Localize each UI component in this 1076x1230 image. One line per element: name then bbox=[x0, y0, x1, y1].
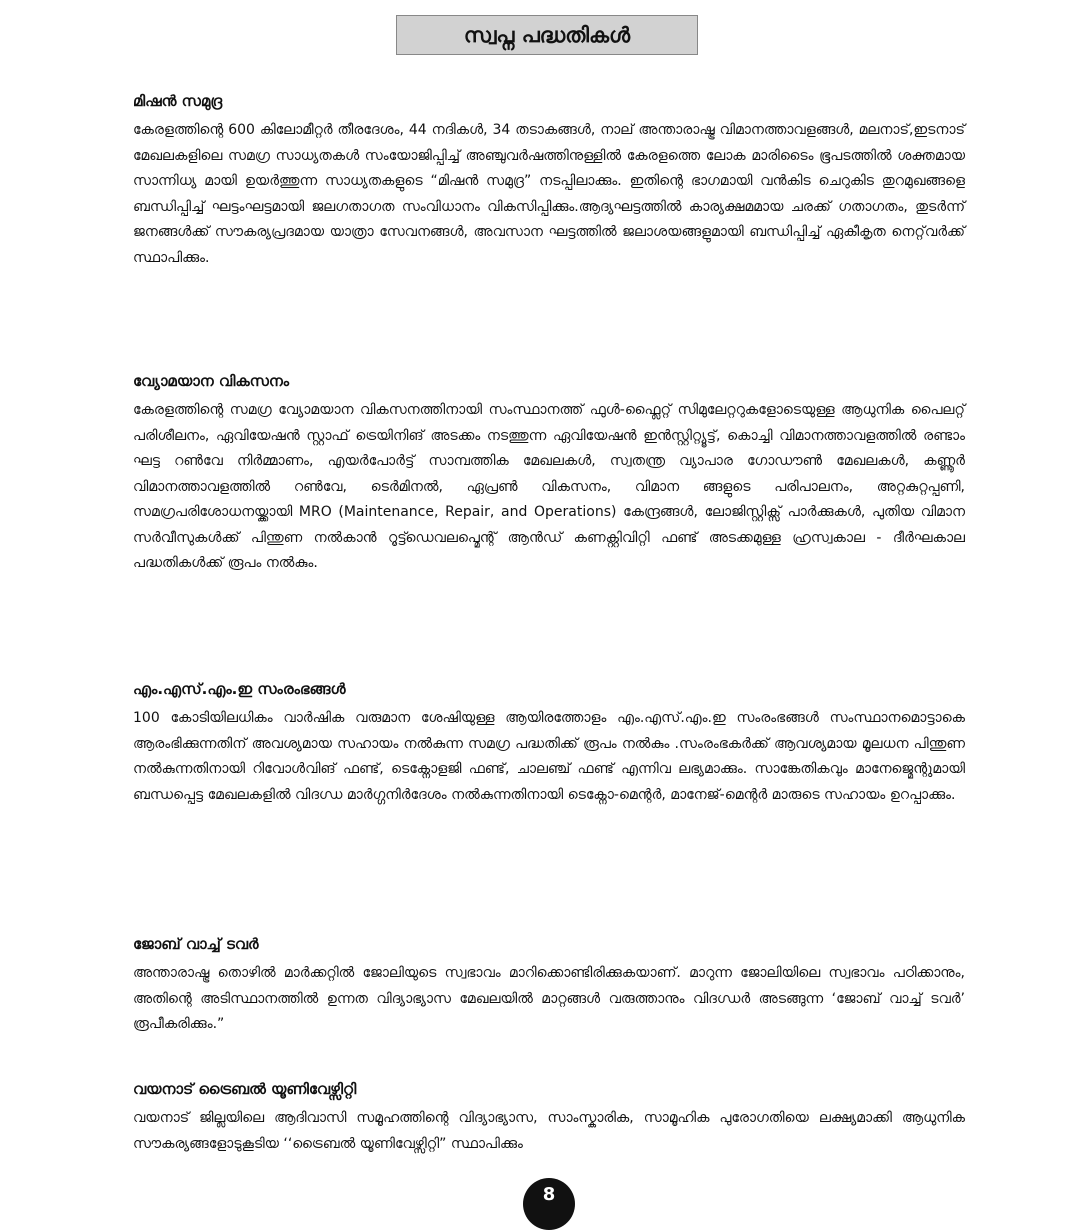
section-heading: വ്യോമയാന വികസനം bbox=[133, 372, 290, 390]
section-body: വയനാട് ജില്ലയിലെ ആദിവാസി സമൂഹത്തിന്റെ വിദ്യാഭ്യാസ, സാംസ്കാരിക, സാമൂഹിക പുരോഗതിയെ ലക്ഷ്യമാക്കി ആധുനിക സൗകര്യങ്ങളോടുകൂടിയ ‘‘ട്രൈബൽ യൂണിവേഴ്സിറ്റി” സ്ഥാപിക്കും bbox=[133, 1110, 965, 1152]
section-heading: വയനാട് ട്രൈബൽ യൂണിവേഴ്സിറ്റി bbox=[133, 1080, 357, 1098]
section-heading: ജോബ് വാച്ച് ടവർ bbox=[133, 935, 259, 953]
section-job-watch-tower bbox=[133, 933, 965, 1038]
section-body: കേരളത്തിന്റെ 600 കിലോമീറ്റർ തീരദേശം, 44 നദികൾ, 34 തടാകങ്ങൾ, നാല് അന്താരാഷ്ട്ര വിമാനത്താവളങ്ങൾ, മലനാട്,ഇടനാട് മേഖലകളിലെ സമഗ്ര സാധ്യതകൾ സംയോജിപ്പിച്ച് അഞ്ചുവർഷത്തിനുള്ളിൽ കേരളത്തെ ലോക മാരിടൈം ഭൂപടത്തിൽ ശക്തമായ സാന്നിധ്യ മായി ഉയർത്തുന്ന സാധ്യതകളുടെ “മിഷൻ സമുദ്ര” നടപ്പിലാക്കും. ഇതിന്റെ ഭാഗമായി വൻകിട ചെറുകിട തുറമുഖങ്ങളെ ബന്ധിപ്പിച്ച് ഘട്ടംഘട്ടമായി ജലഗതാഗത സംവിധാനം വികസിപ്പിക്കും.ആദ്യഘട്ടത്തിൽ കാര്യക്ഷമമായ ചരക്ക് ഗതാഗതം, തുടർന്ന് ജനങ്ങൾക്ക് സൗകര്യപ്രദമായ യാത്രാ സേവനങ്ങൾ, അവസാന ഘട്ടത്തിൽ ജലാശയങ്ങളുമായി ബന്ധിപ്പിച്ച് ഏകീകൃത നെറ്റ്‌വർക്ക് സ്ഥാപിക്കും. bbox=[133, 122, 965, 266]
page-title: സ്വപ്ന പദ്ധതികൾ bbox=[396, 15, 698, 55]
section-msme-enterprises bbox=[133, 678, 965, 808]
page-number-badge: 8 bbox=[523, 1178, 575, 1230]
section-aviation-development bbox=[133, 370, 965, 577]
section-mission-samudra bbox=[133, 90, 965, 271]
section-body: 100 കോടിയിലധികം വാർഷിക വരുമാന ശേഷിയുള്ള ആയിരത്തോളം എം.എസ്.എം.ഇ സംരംഭങ്ങൾ സംസ്ഥാനമൊട്ടാകെ ആരംഭിക്കുന്നതിന് അവശ്യമായ സഹായം നൽകുന്ന സമഗ്ര പദ്ധതിക്ക് രൂപം നൽകും .സംരംഭകർക്ക് ആവശ്യമായ മൂലധന പിന്തുണ നൽകുന്നതിനായി റിവോൾവിങ് ഫണ്ട്, ടെക്നോളജി ഫണ്ട്, ചാലഞ്ച് ഫണ്ട് എന്നിവ ലഭ്യമാക്കും. സാങ്കേതികവും മാനേജ്മെന്റുമായി ബന്ധപ്പെട്ട മേഖലകളിൽ വിദഗ്ധ മാർഗ്ഗനിർദേശം നൽകുന്നതിനായി ടെക്നോ-മെന്റർ, മാനേജ്-മെന്റർ മാരുടെ സഹായം ഉറപ്പാക്കും. bbox=[133, 710, 965, 803]
section-wayanad-tribal-university bbox=[133, 1078, 965, 1157]
section-body: കേരളത്തിന്റെ സമഗ്ര വ്യോമയാന വികസനത്തിനായി സംസ്ഥാനത്ത് ഫുൾ-ഫ്ലൈറ്റ് സിമുലേറ്ററുകളോടെയുള്ള ആധുനിക പൈലറ്റ് പരിശീലനം, ഏവിയേഷൻ സ്റ്റാഫ് ട്രെയിനിങ് അടക്കം നടത്തുന്ന ഏവിയേഷൻ ഇൻസ്റ്റിറ്റ്യൂട്ട്, കൊച്ചി വിമാനത്താവളത്തിൽ രണ്ടാം ഘട്ട റൺവേ നിർമ്മാണം, എയർപോർട്ട് സാമ്പത്തിക മേഖലകൾ, സ്വതന്ത്ര വ്യാപാര ഗോഡൗൺ മേഖലകൾ, കണ്ണൂർ വിമാനത്താവളത്തിൽ റൺവേ, ടെർമിനൽ, ഏപ്രൺ വികസനം, വിമാന ങ്ങളുടെ പരിപാലനം, അറ്റകുറ്റപ്പണി, സമഗ്രപരിശോധനയ്ക്കായി MRO (Maintenance, Repair, and Operations) കേന്ദ്രങ്ങൾ, ലോജിസ്റ്റിക്സ് പാർക്കുകൾ, പുതിയ വിമാന സർവീസുകൾക്ക് പിന്തുണ നൽകാൻ റൂട്ട്ഡെവലപ്മെന്റ് ആൻഡ് കണക്റ്റിവിറ്റി ഫണ്ട് അടക്കമുള്ള ഹ്രസ്വകാല - ദീർഘകാല പദ്ധതികൾക്ക് രൂപം നൽകും. bbox=[133, 402, 965, 571]
section-heading: എം.എസ്.എം.ഇ സംരംഭങ്ങൾ bbox=[133, 680, 346, 698]
section-body: അന്താരാഷ്ട്ര തൊഴിൽ മാർക്കറ്റിൽ ജോലിയുടെ സ്വഭാവം മാറിക്കൊണ്ടിരിക്കുകയാണ്. മാറുന്ന ജോലിയിലെ സ്വഭാവം പഠിക്കാനും, അതിന്റെ അടിസ്ഥാനത്തിൽ ഉന്നത വിദ്യാഭ്യാസ മേഖലയിൽ മാറ്റങ്ങൾ വരുത്താനും വിദഗ്ധർ അടങ്ങുന്ന ‘ജോബ് വാച്ച് ടവർ’ രൂപീകരിക്കും.” bbox=[133, 965, 965, 1032]
section-heading: മിഷൻ സമുദ്ര bbox=[133, 92, 223, 110]
